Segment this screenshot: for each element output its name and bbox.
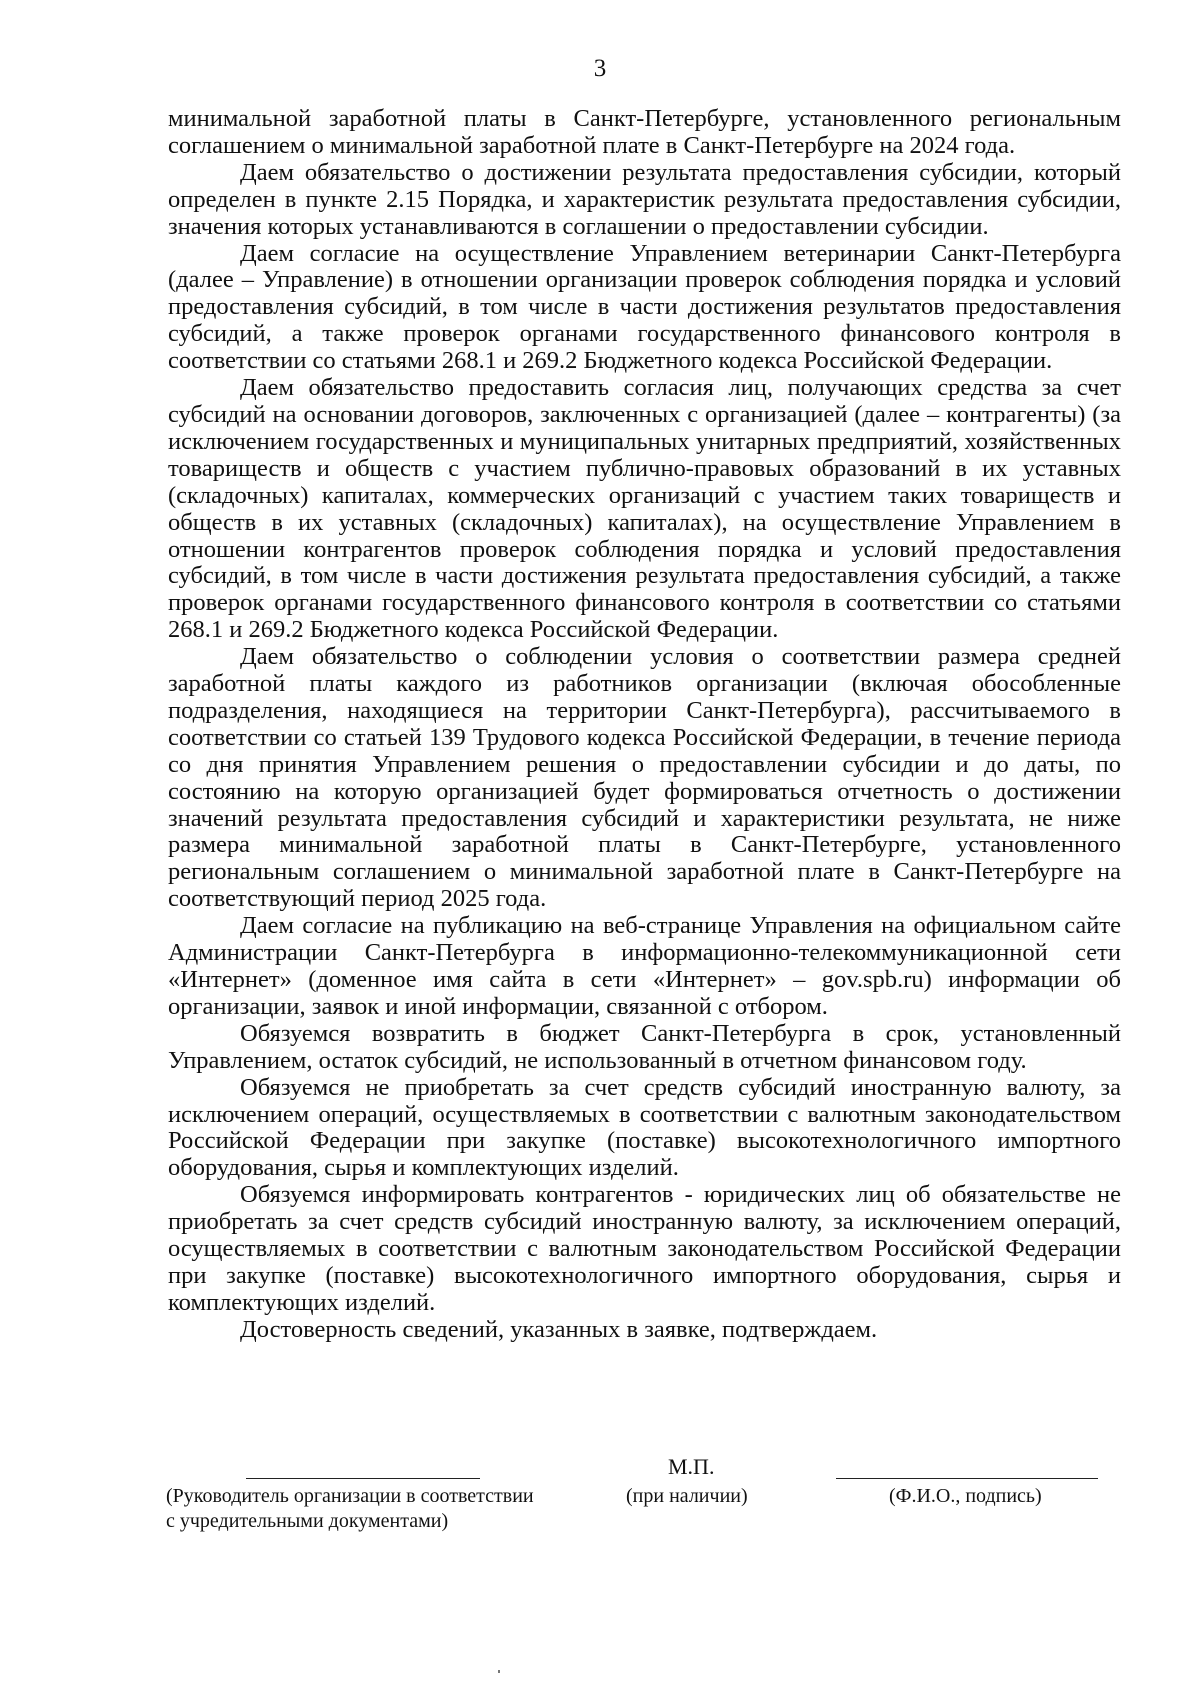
paragraph-continuation: минимальной заработной платы в Санкт-Петербурге, установленного региональным соглашением о минимальной заработной плате в Санкт-Петербурге на 2024 года. bbox=[168, 105, 1121, 159]
paragraph-publication-consent: Даем согласие на публикацию на веб-странице Управления на официальном сайте Администрации Санкт-Петербурга в информационно-телекоммуникационной сети «Интернет» (доменное имя сайта в сети «Интернет» – gov.spb.ru) информации об организации, заявок и иной информации, связанной с отбором. bbox=[168, 912, 1121, 1020]
name-signature-line bbox=[836, 1478, 1098, 1479]
paragraph-refund-obligation: Обязуемся возвратить в бюджет Санкт-Петербурга в срок, установленный Управлением, остаток субсидий, не использованный в отчетном финансовом году. bbox=[168, 1019, 1121, 1074]
name-caption: (Ф.И.О., подпись) bbox=[889, 1485, 1042, 1507]
head-caption-line2: с учредительными документами) bbox=[166, 1510, 449, 1532]
head-caption-line1: (Руководитель организации в соответствии bbox=[166, 1485, 534, 1507]
stamp-caption: (при наличии) bbox=[626, 1485, 748, 1507]
paragraph-inspection-consent: Даем согласие на осуществление Управлением ветеринарии Санкт-Петербурга (далее – Управление) в отношении организации проверок соблюдения порядка и условий предоставления субсидий, в том числе в части достижения результатов предоставления субсидий, а также проверок органами государственного финансового контроля в соответствии со статьями 268.1 и 269.2 Бюджетного кодекса Российской Федерации. bbox=[168, 239, 1121, 375]
paragraph-inform-contractors: Обязуемся информировать контрагентов - юридических лиц об обязательстве не приобретать за счет средств субсидий иностранную валюту, за исключением операций, осуществляемых в соответствии с валютным законодательством Российской Федерации при закупке (поставке) высокотехнологичного импортного оборудования, сырья и комплектующих изделий. bbox=[168, 1181, 1121, 1316]
page-number: 3 bbox=[593, 55, 607, 82]
head-signature-line bbox=[246, 1478, 480, 1479]
paragraph-result-obligation: Даем обязательство о достижении результата предоставления субсидии, который определен в пункте 2.15 Порядка, и характеристик результата предоставления субсидии, значения которых устанавливаются в соглашении о предоставлении субсидии. bbox=[168, 158, 1121, 240]
paragraph-currency-obligation: Обязуемся не приобретать за счет средств субсидий иностранную валюту, за исключением операций, осуществляемых в соответствии с валютным законодательством Российской Федерации при закупке (поставке) высокотехнологичного импортного оборудования, сырья и комплектующих изделий. bbox=[168, 1073, 1121, 1182]
stamp-mark: М.П. bbox=[668, 1454, 715, 1479]
paragraph-confirmation: Достоверность сведений, указанных в заявке, подтверждаем. bbox=[240, 1315, 878, 1343]
body-text bbox=[168, 106, 1121, 1344]
scan-speck bbox=[498, 1670, 500, 1673]
paragraph-contractor-consent: Даем обязательство предоставить согласия лиц, получающих средства за счет субсидий на основании договоров, заключенных с организацией (далее – контрагенты) (за исключением государственных и муниципальных унитарных предприятий, хозяйственных товариществ и обществ с участием публично-правовых образований в их уставных (складочных) капиталах, коммерческих организаций с участием таких товариществ и обществ в их уставных (складочных) капиталах), на осуществление Управлением в отношении контрагентов проверок соблюдения порядка и условий предоставления субсидий, в том числе в части достижения результата предоставления субсидий, а также проверок органами государственного финансового контроля в соответствии со статьями 268.1 и 269.2 Бюджетного кодекса Российской Федерации. bbox=[168, 374, 1121, 644]
paragraph-salary-obligation: Даем обязательство о соблюдении условия о соответствии размера средней заработной платы каждого из работников организации (включая обособленные подразделения, находящиеся на территории Санкт-Петербурга), рассчитываемого в соответствии со статьей 139 Трудового кодекса Российской Федерации, в течение периода со дня принятия Управлением решения о предоставлении субсидии и до даты, по состоянию на которую организацией будет формироваться отчетность о достижении значений результата предоставления субсидий и характеристики результата, не ниже размера минимальной заработной платы в Санкт-Петербурге, установленного региональным соглашением о минимальной заработной плате в Санкт-Петербурге на соответствующий период 2025 года. bbox=[168, 643, 1121, 913]
